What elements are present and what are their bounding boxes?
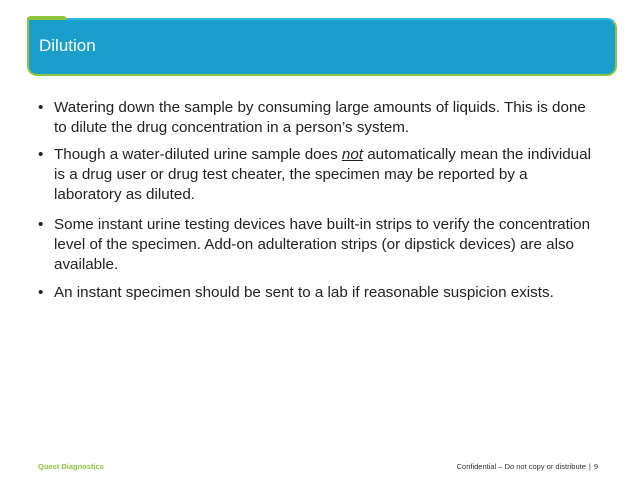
footer-company: Quest Diagnostics	[38, 462, 104, 471]
footer-right	[457, 462, 598, 471]
title-bar	[27, 18, 617, 76]
page-number: 9	[593, 462, 598, 471]
bullet-text: An instant specimen should be sent to a lab if reasonable suspicion exists.	[54, 284, 554, 301]
bullet-item	[38, 145, 598, 205]
title-bar-notch	[27, 16, 67, 20]
bullet-item	[38, 283, 598, 303]
footer-separator: |	[588, 462, 591, 471]
slide-title: Dilution	[39, 36, 96, 55]
footer-confidential: Confidential – Do not copy or distribute	[456, 462, 586, 471]
bullet-text-end: automatically mean the individual is a drug user or drug test cheater, the specimen may be reported by a laboratory as diluted.	[54, 146, 591, 203]
bullet-text: Watering down the sample by consuming large amounts of liquids. This is done to dilute the drug concentration in a person’s system.	[54, 99, 586, 136]
bullet-item	[38, 98, 598, 138]
emphasis-not: not	[341, 146, 364, 163]
bullet-text: Some instant urine testing devices have built-in strips to verify the concentration level of the specimen. Add-on adulteration strips (or dipstick devices) are also available.	[54, 216, 591, 273]
bullet-text-start: Though a water-diluted urine sample does	[54, 146, 342, 163]
bullet-list	[38, 98, 598, 312]
bullet-item	[38, 215, 598, 275]
